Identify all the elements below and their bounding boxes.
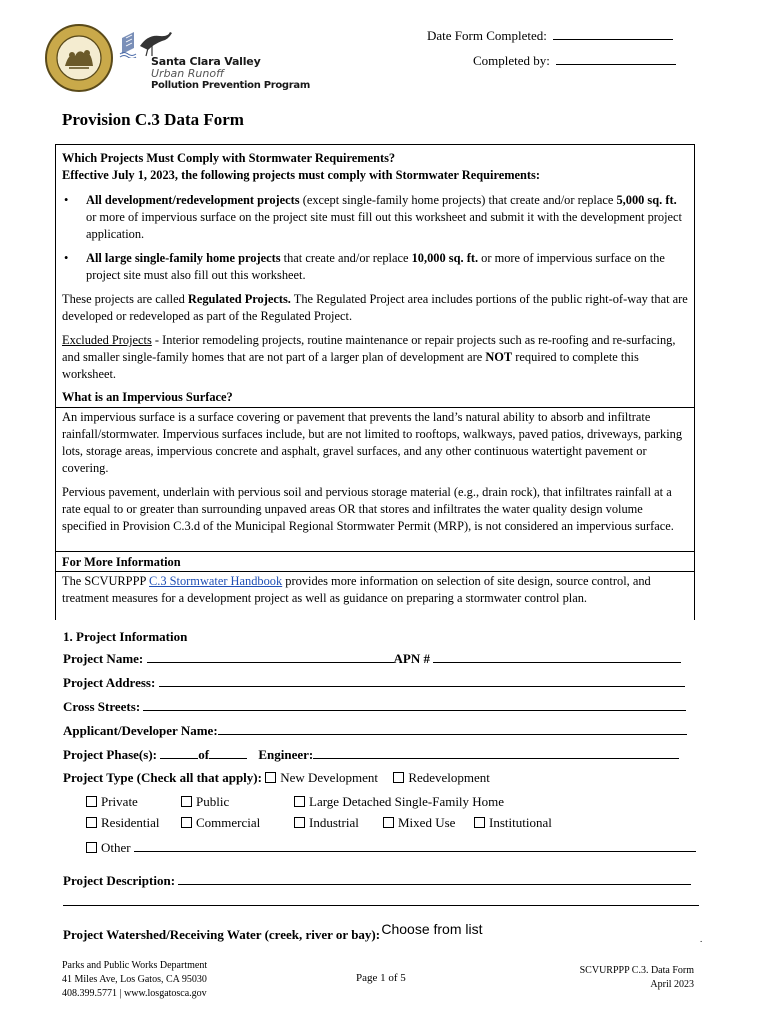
residential-checkbox[interactable] bbox=[86, 817, 97, 828]
residential-option: Residential bbox=[86, 815, 160, 831]
dot-mark: . bbox=[700, 934, 703, 944]
watershed-label: Project Watershed/Receiving Water (creek, river or bay): bbox=[63, 927, 381, 942]
info-box bbox=[55, 144, 695, 620]
project-info-heading: 1. Project Information bbox=[63, 629, 188, 644]
page-title: Provision C.3 Data Form bbox=[62, 110, 244, 129]
other-option: Other bbox=[86, 839, 696, 856]
project-address-row bbox=[63, 674, 685, 691]
more-info-section bbox=[56, 571, 694, 607]
engineer-label: Engineer: bbox=[258, 747, 314, 762]
footer-form-name: SCVURPPP C.3. Data Form bbox=[579, 965, 694, 976]
town-seal-logo bbox=[45, 22, 113, 94]
more-info-text: The SCVURPPP C.3 Stormwater Handbook provides more information on selection of site design, source control, and treatment measures for a development project as well as guidance on preparing a stormwater control plan. bbox=[62, 574, 651, 605]
project-name-row bbox=[63, 650, 681, 667]
watershed-dropdown[interactable]: Choose from list bbox=[381, 921, 483, 937]
new-development-label: New Development bbox=[280, 770, 379, 785]
project-address-label: Project Address: bbox=[63, 675, 156, 690]
footer-right bbox=[560, 964, 694, 992]
heron-icon bbox=[118, 26, 174, 58]
date-completed-label: Date Form Completed: bbox=[427, 28, 547, 43]
large-sfh-checkbox[interactable] bbox=[294, 796, 305, 807]
phase-number-field[interactable] bbox=[160, 746, 198, 759]
c3-handbook-link[interactable]: C.3 Stormwater Handbook bbox=[149, 574, 283, 588]
project-type-label: Project Type (Check all that apply): bbox=[63, 770, 262, 785]
footer-contact: 408.399.5771 | www.losgatosca.gov bbox=[62, 988, 207, 999]
impervious-heading-row bbox=[56, 388, 694, 406]
project-address-field[interactable] bbox=[159, 674, 685, 687]
project-description-label: Project Description: bbox=[63, 873, 176, 888]
impervious-heading: What is an Impervious Surface? bbox=[62, 390, 233, 404]
bullet-development: • All development/redevelopment projects (except single-family home projects) that create and/or replace 5,000 sq. ft. or more of impervious surface on the project site must fill out this worksheet and submit it with the development project application. bbox=[62, 192, 688, 243]
project-name-label: Project Name: bbox=[63, 651, 144, 666]
date-completed-row bbox=[427, 28, 673, 44]
applicant-label: Applicant/Developer Name: bbox=[63, 723, 218, 738]
redevelopment-label: Redevelopment bbox=[408, 770, 490, 785]
pervious-pavement-text: Pervious pavement, underlain with pervious soil and pervious storage material (e.g., drain rock), that infiltrates rainfall at a rate equal to or greater than surrounding unpaved areas OR that stores and infiltrates the water quality design volume specified in Provision C.3.d of the Municipal Regional Stormwater Permit (MRP), is not considered an impervious surface. bbox=[62, 485, 674, 533]
intro-section bbox=[56, 150, 694, 383]
completed-by-label: Completed by: bbox=[473, 53, 550, 68]
institutional-checkbox[interactable] bbox=[474, 817, 485, 828]
phase-label: Project Phase(s): bbox=[63, 747, 157, 762]
more-info-heading: For More Information bbox=[62, 555, 181, 569]
more-info-heading-row bbox=[56, 551, 694, 571]
intro-subheading: Effective July 1, 2023, the following projects must comply with Stormwater Requirements: bbox=[62, 168, 541, 182]
commercial-option: Commercial bbox=[181, 815, 260, 831]
excluded-projects-paragraph: Excluded Projects - Interior remodeling projects, routine maintenance or repair projects such as re-roofing and re-surfacing, and smaller single-family homes that are not part of a larger plan of development are NOT required to complete this worksheet. bbox=[62, 333, 676, 381]
bullet-single-family: • All large single-family home projects that create and/or replace 10,000 sq. ft. or more of impervious surface on the project site must also fill out this worksheet. bbox=[62, 250, 688, 284]
applicant-field[interactable] bbox=[218, 722, 687, 735]
date-completed-field[interactable] bbox=[553, 29, 673, 40]
new-development-checkbox[interactable] bbox=[265, 772, 276, 783]
mixed-use-checkbox[interactable] bbox=[383, 817, 394, 828]
footer-left bbox=[62, 959, 207, 1001]
intro-heading: Which Projects Must Comply with Stormwater Requirements? bbox=[62, 151, 396, 165]
institutional-option: Institutional bbox=[474, 815, 552, 831]
watershed-row bbox=[63, 921, 483, 943]
apn-label: APN # bbox=[393, 651, 430, 666]
footer-date: April 2023 bbox=[650, 979, 694, 990]
public-checkbox[interactable] bbox=[181, 796, 192, 807]
project-name-field[interactable] bbox=[147, 650, 394, 663]
cross-streets-label: Cross Streets: bbox=[63, 699, 141, 714]
industrial-checkbox[interactable] bbox=[294, 817, 305, 828]
completed-by-field[interactable] bbox=[556, 54, 676, 65]
phase-row bbox=[63, 746, 679, 763]
page-number: Page 1 of 5 bbox=[356, 972, 406, 984]
project-description-field[interactable] bbox=[178, 872, 691, 885]
scvurppp-logo bbox=[118, 26, 310, 96]
mixed-use-option: Mixed Use bbox=[383, 815, 455, 831]
regulated-projects-paragraph: These projects are called Regulated Projects. The Regulated Project area includes portions of the public right-of-way that are developed or redeveloped as part of the Regulated Project. bbox=[62, 292, 688, 323]
cross-streets-row bbox=[63, 698, 686, 715]
other-checkbox[interactable] bbox=[86, 842, 97, 853]
private-option: Private bbox=[86, 794, 138, 810]
impervious-section bbox=[56, 407, 694, 535]
private-checkbox[interactable] bbox=[86, 796, 97, 807]
commercial-checkbox[interactable] bbox=[181, 817, 192, 828]
impervious-definition: An impervious surface is a surface covering or pavement that prevents the land’s natural ability to absorb and infiltrate rainfall/stormwater. Impervious surfaces include, but are not limited to rooftops, walkways, paved patios, driveways, parking lots, storage areas, impervious concrete and asphalt, gravel surfaces, and any other continuous watertight pavement or covering. bbox=[62, 410, 683, 475]
project-description-row bbox=[63, 872, 691, 889]
project-description-line-2[interactable] bbox=[63, 905, 699, 906]
project-type-row bbox=[63, 770, 490, 786]
cross-streets-field[interactable] bbox=[143, 698, 686, 711]
logo-line-1: Santa Clara Valley bbox=[151, 55, 261, 68]
logo-line-2: Urban Runoff bbox=[151, 67, 225, 80]
phase-total-field[interactable] bbox=[209, 746, 247, 759]
large-sfh-option: Large Detached Single-Family Home bbox=[294, 794, 504, 810]
footer-address: 41 Miles Ave, Los Gatos, CA 95030 bbox=[62, 974, 207, 985]
logo-line-3: Pollution Prevention Program bbox=[151, 80, 310, 91]
public-option: Public bbox=[181, 794, 229, 810]
applicant-row bbox=[63, 722, 687, 739]
footer-dept: Parks and Public Works Department bbox=[62, 960, 208, 971]
completed-by-row bbox=[473, 53, 676, 69]
redevelopment-checkbox[interactable] bbox=[393, 772, 404, 783]
engineer-field[interactable] bbox=[313, 746, 679, 759]
other-field[interactable] bbox=[134, 839, 696, 852]
apn-field[interactable] bbox=[433, 650, 681, 663]
industrial-option: Industrial bbox=[294, 815, 359, 831]
phase-of-label: of bbox=[198, 747, 210, 762]
excluded-projects-term: Excluded Projects bbox=[62, 333, 152, 347]
